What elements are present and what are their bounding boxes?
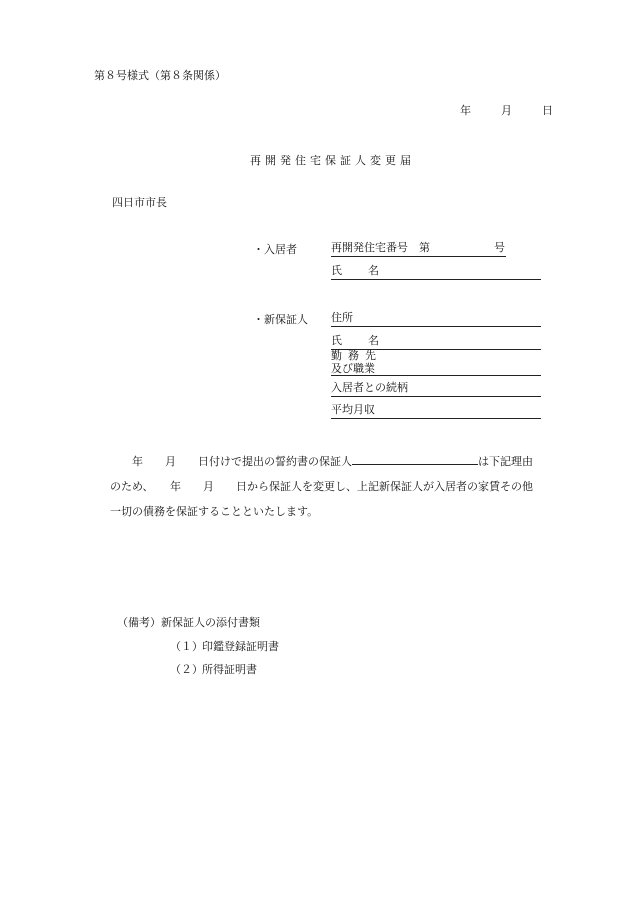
notes-heading: （備考）新保証人の添付書類 [117,616,260,629]
note-text: 所得証明書 [202,663,257,676]
guarantor-address-label: 住所 [331,311,353,324]
guarantor-workplace-label-2: 及び職業 [331,362,541,376]
note-number: （１） [170,640,203,653]
guarantor-relationship-field[interactable] [331,381,541,397]
date-line [460,102,553,118]
body-line-1-a: 年 月 日付けで提出の誓約書の保証人 [132,455,352,468]
resident-name-label-2: 名 [368,264,379,277]
note-item [170,638,279,654]
housing-number-prefix: 再開発住宅番号 第 [331,241,430,254]
note-number: （２） [170,663,203,676]
guarantor-income-label: 平均月収 [331,403,375,416]
guarantor-address-field[interactable] [331,311,541,327]
guarantor-name-field[interactable] [331,334,541,350]
body-line-1 [110,449,580,474]
guarantor-income-field[interactable] [331,403,541,419]
housing-number-suffix: 号 [494,241,505,254]
resident-name-label-1: 氏 [331,264,342,277]
form-number: 第８号様式（第８条関係） [94,69,226,82]
addressee: 四日市市長 [112,196,167,209]
note-text: 印鑑登録証明書 [202,640,279,653]
date-day: 日 [542,104,553,117]
resident-name-field[interactable] [331,264,541,280]
document-title: 再開発住宅保証人変更届 [250,154,415,167]
previous-guarantor-blank[interactable] [352,452,478,465]
body-paragraph [110,449,580,524]
housing-number-field[interactable] [331,241,506,257]
guarantor-workplace-label-1: 勤務先 [331,349,382,362]
date-month: 月 [501,104,512,117]
guarantor-workplace-field[interactable] [331,350,541,376]
guarantor-name-label-2: 名 [368,334,379,347]
date-year: 年 [460,104,471,117]
body-line-2: のため、 年 月 日から保証人を変更し、上記新保証人が入居者の家賃その他 [110,480,534,493]
resident-label: ・入居者 [253,243,297,256]
body-line-1-b: は下記理由 [478,455,533,468]
note-item [170,661,257,677]
new-guarantor-label: ・新保証人 [253,313,308,326]
guarantor-relationship-label: 入居者との続柄 [331,381,408,394]
body-line-3: 一切の債務を保証することといたします。 [110,505,319,518]
guarantor-name-label-1: 氏 [331,334,342,347]
